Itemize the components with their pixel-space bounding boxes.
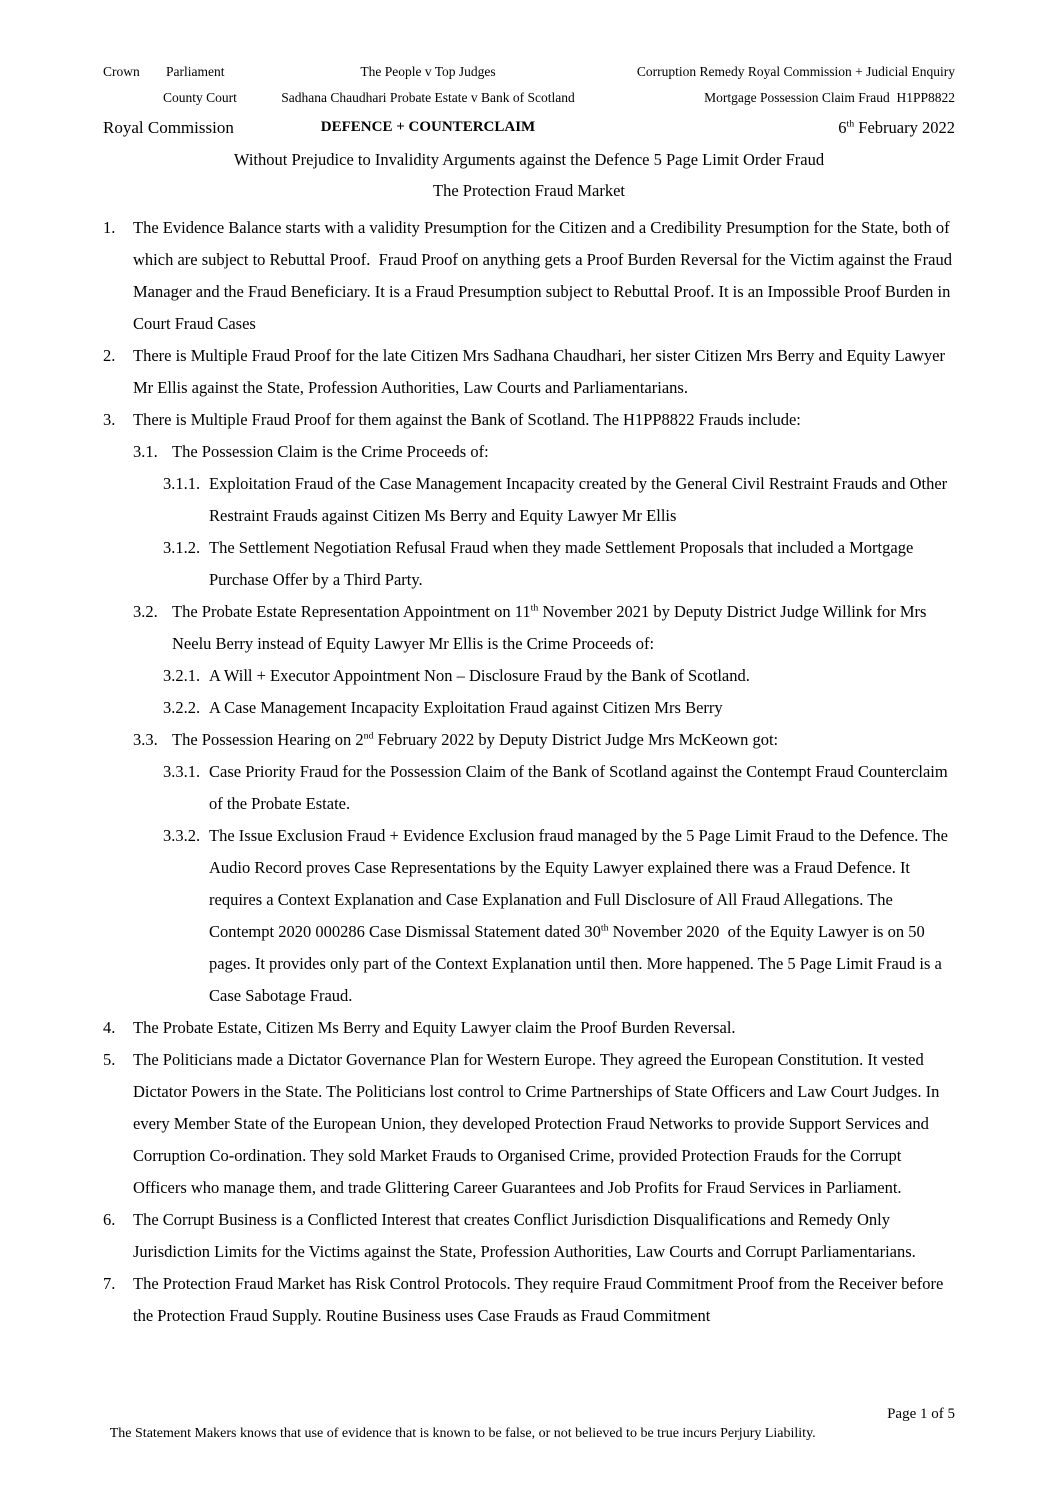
header-row-1 — [103, 62, 955, 88]
item-text: The Probate Estate, Citizen Ms Berry and Equity Lawyer claim the Proof Burden Reversal. — [133, 1018, 736, 1037]
header-crown: Crown — [103, 64, 140, 79]
header-date: 6th February 2022 — [838, 118, 955, 137]
list-item-4 — [103, 1012, 955, 1044]
document-body — [103, 212, 955, 1332]
item-number: 3.1. — [133, 442, 158, 461]
item-number: 3. — [103, 410, 116, 429]
item-text: A Will + Executor Appointment Non – Disclosure Fraud by the Bank of Scotland. — [209, 666, 750, 685]
item-text: The Evidence Balance starts with a validity Presumption for the Citizen and a Credibility Presumption for the State, both of which are subject to Rebuttal Proof. Fraud Proof on anything gets a Proof Burden Reversal for the Victim against the Fraud Manager and the Fraud Beneficiary. It is a Fraud Presumption subject to Rebuttal Proof. It is an Impossible Proof Burden in Court Fraud Cases — [133, 218, 957, 333]
item-text: The Possession Claim is the Crime Proceeds of: — [172, 442, 489, 461]
item-number: 3.1.1. — [163, 474, 201, 493]
header-county-court: County Court — [163, 90, 237, 105]
list-item-6 — [103, 1204, 955, 1268]
list-item-1 — [103, 212, 955, 340]
list-item-3 — [103, 404, 955, 436]
list-item-3-1-1 — [163, 468, 955, 532]
header-defence-counterclaim: DEFENCE + COUNTERCLAIM — [320, 119, 536, 135]
list-item-7 — [103, 1268, 955, 1332]
item-number: 3.3.2. — [163, 826, 201, 845]
item-number: 7. — [103, 1274, 116, 1293]
header-parliament: Parliament — [166, 64, 225, 79]
list-item-3-2-1 — [163, 660, 955, 692]
list-item-3-1-2 — [163, 532, 955, 596]
list-item-3-2 — [133, 596, 955, 660]
document-footer — [103, 1404, 955, 1464]
item-number: 3.2. — [133, 602, 158, 621]
item-text: The Probate Estate Representation Appointment on 11th November 2021 by Deputy District Judge Willink for Mrs Neelu Berry instead of Equity Lawyer Mr Ellis is the Crime Proceeds of: — [172, 602, 931, 653]
item-number: 3.3. — [133, 730, 158, 749]
header-royal-commission: Royal Commission — [103, 118, 234, 137]
list-item-3-3 — [133, 724, 955, 756]
item-text: The Corrupt Business is a Conflicted Interest that creates Conflict Jurisdiction Disqualifications and Remedy Only Jurisdiction Limits for the Victims against the State, Profession Authorities, Law Courts and Corrupt Parliamentarians. — [133, 1210, 916, 1261]
item-number: 2. — [103, 346, 116, 365]
list-item-3-2-2 — [163, 692, 955, 724]
item-number: 3.2.1. — [163, 666, 201, 685]
item-text: The Issue Exclusion Fraud + Evidence Exclusion fraud managed by the 5 Page Limit Fraud to the Defence. The Audio Record proves Case Representations by the Equity Lawyer explained there was a Fraud Defence. It requires a Context Explanation and Case Explanation and Full Disclosure of All Fraud Allegations. The Contempt 2020 000286 Case Dismissal Statement dated 30th November 2020 of the Equity Lawyer is on 50 pages. It provides only part of the Context Explanation until then. More happened. The 5 Page Limit Fraud is a Case Sabotage Fraud. — [209, 826, 952, 1005]
item-text: The Protection Fraud Market has Risk Control Protocols. They require Fraud Commitment Proof from the Receiver before the Protection Fraud Supply. Routine Business uses Case Frauds as Fraud Commitment — [133, 1274, 948, 1325]
header-case-title: The People v Top Judges — [360, 64, 496, 79]
item-text: The Settlement Negotiation Refusal Fraud when they made Settlement Proposals that included a Mortgage Purchase Offer by a Third Party. — [209, 538, 918, 589]
list-item-5 — [103, 1044, 955, 1204]
item-text: Exploitation Fraud of the Case Management Incapacity created by the General Civil Restraint Frauds and Other Restraint Frauds against Citizen Ms Berry and Equity Lawyer Mr Ellis — [209, 474, 952, 525]
list-item-2 — [103, 340, 955, 404]
item-text: Case Priority Fraud for the Possession Claim of the Bank of Scotland against the Contempt Fraud Counterclaim of the Probate Estate. — [209, 762, 952, 813]
footer-page-number: Page 1 of 5 — [887, 1406, 955, 1422]
item-number: 3.2.2. — [163, 698, 201, 717]
list-item-3-1 — [133, 436, 955, 468]
document-title: Without Prejudice to Invalidity Arguments against the Defence 5 Page Limit Order Fraud — [233, 150, 825, 169]
list-item-3-3-1 — [163, 756, 955, 820]
item-text: There is Multiple Fraud Proof for them against the Bank of Scotland. The H1PP8822 Frauds include: — [133, 410, 801, 429]
list-item-3-3-2 — [163, 820, 955, 1012]
item-number: 5. — [103, 1050, 116, 1069]
header-row-2 — [103, 88, 955, 114]
item-number: 6. — [103, 1210, 116, 1229]
item-text: A Case Management Incapacity Exploitation Fraud against Citizen Mrs Berry — [209, 698, 723, 717]
header-row-3 — [103, 114, 955, 144]
item-text: The Possession Hearing on 2nd February 2022 by Deputy District Judge Mrs McKeown got: — [172, 730, 779, 749]
document-subtitle: The Protection Fraud Market — [433, 181, 625, 200]
item-text: The Politicians made a Dictator Governance Plan for Western Europe. They agreed the European Constitution. It vested Dictator Powers in the State. The Politicians lost control to Crime Partnerships of State Officers and Law Court Judges. In every Member State of the European Union, they developed Protection Fraud Networks to provide Support Services and Corruption Co-ordination. They sold Market Frauds to Organised Crime, provided Protection Frauds for the Corrupt Officers who manage them, and trade Glittering Career Guarantees and Job Profits for Fraud Services in Parliament. — [133, 1050, 944, 1197]
item-text: There is Multiple Fraud Proof for the late Citizen Mrs Sadhana Chaudhari, her sister Citizen Mrs Berry and Equity Lawyer Mr Ellis against the State, Profession Authorities, Law Courts and Parliamentarians. — [133, 346, 950, 397]
header-commission-title: Corruption Remedy Royal Commission + Judicial Enquiry — [636, 64, 955, 79]
item-number: 1. — [103, 218, 116, 237]
footer-perjury-statement: The Statement Makers knows that use of evidence that is known to be false, or not believed to be true incurs Perjury Liability. — [109, 1426, 816, 1441]
item-number: 4. — [103, 1018, 116, 1037]
header-probate-case: Sadhana Chaudhari Probate Estate v Bank of Scotland — [281, 90, 575, 105]
item-number: 3.1.2. — [163, 538, 201, 557]
item-number: 3.3.1. — [163, 762, 201, 781]
header-claim-reference: Mortgage Possession Claim Fraud H1PP8822 — [704, 90, 955, 105]
